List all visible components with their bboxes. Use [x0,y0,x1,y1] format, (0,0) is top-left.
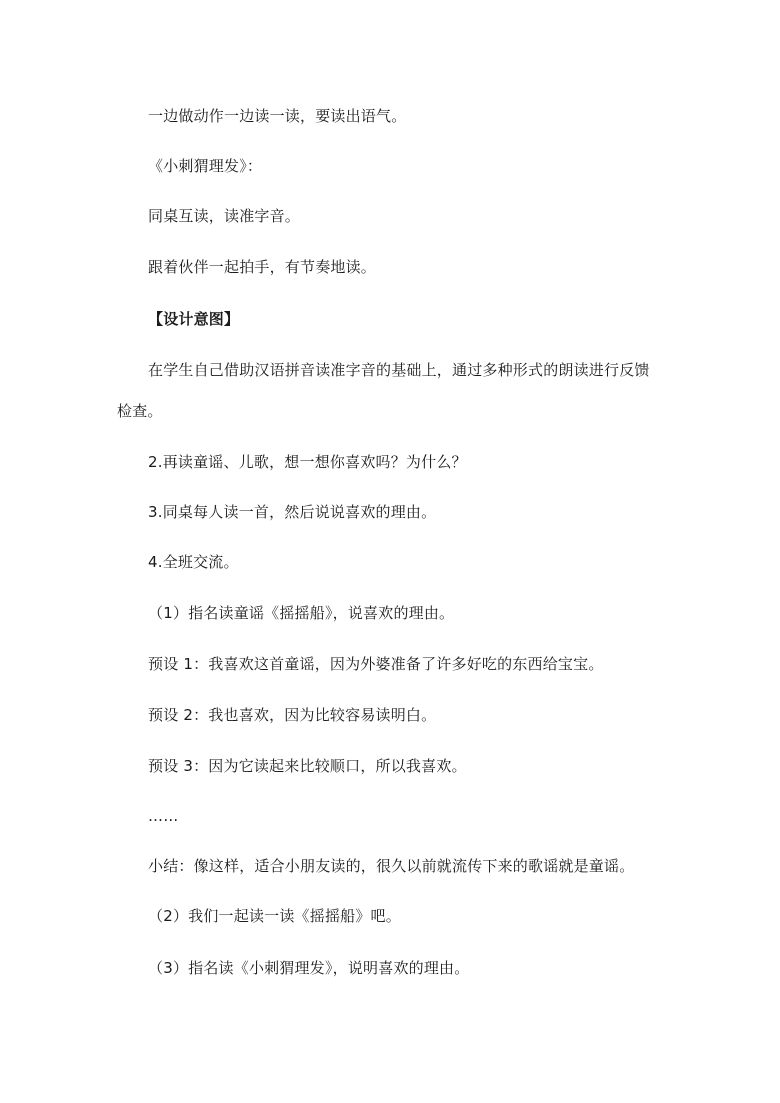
step-3: 3.同桌每人读一首，然后说说喜欢的理由。 [148,503,437,521]
preset-3: 预设 3：因为它读起来比较顺口，所以我喜欢。 [148,757,467,775]
paragraph-hedgehog-title: 《小刺猬理发》： [148,157,263,175]
paragraph-design-intent: 在学生自己借助汉语拼音读准字音的基础上，通过多种形式的朗读进行反馈 [148,361,650,379]
ellipsis: …… [148,807,179,825]
summary: 小结：像这样，适合小朋友读的，很久以前就流传下来的歌谣就是童谣。 [148,857,635,875]
paragraph-partner-reading: 同桌互读，读准字音。 [148,207,301,225]
section-heading-design-intent: 【设计意图】 [148,310,240,328]
step-2: 2.再读童谣、儿歌，想一想你喜欢吗？为什么？ [148,453,467,471]
preset-2: 预设 2：我也喜欢，因为比较容易读明白。 [148,706,437,724]
paragraph-design-intent-continued: 检查。 [117,402,163,420]
paragraph-clap-reading: 跟着伙伴一起拍手，有节奏地读。 [148,258,377,276]
preset-1: 预设 1：我喜欢这首童谣，因为外婆准备了许多好吃的东西给宝宝。 [148,655,604,673]
substep-3: （3）指名读《小刺猬理发》，说明喜欢的理由。 [148,959,470,977]
paragraph-action-reading: 一边做动作一边读一读，要读出语气。 [148,107,407,125]
substep-2: （2）我们一起读一读《摇摇船》吧。 [148,907,401,925]
step-4: 4.全班交流。 [148,553,239,571]
substep-1: （1）指名读童谣《摇摇船》，说喜欢的理由。 [148,604,455,622]
